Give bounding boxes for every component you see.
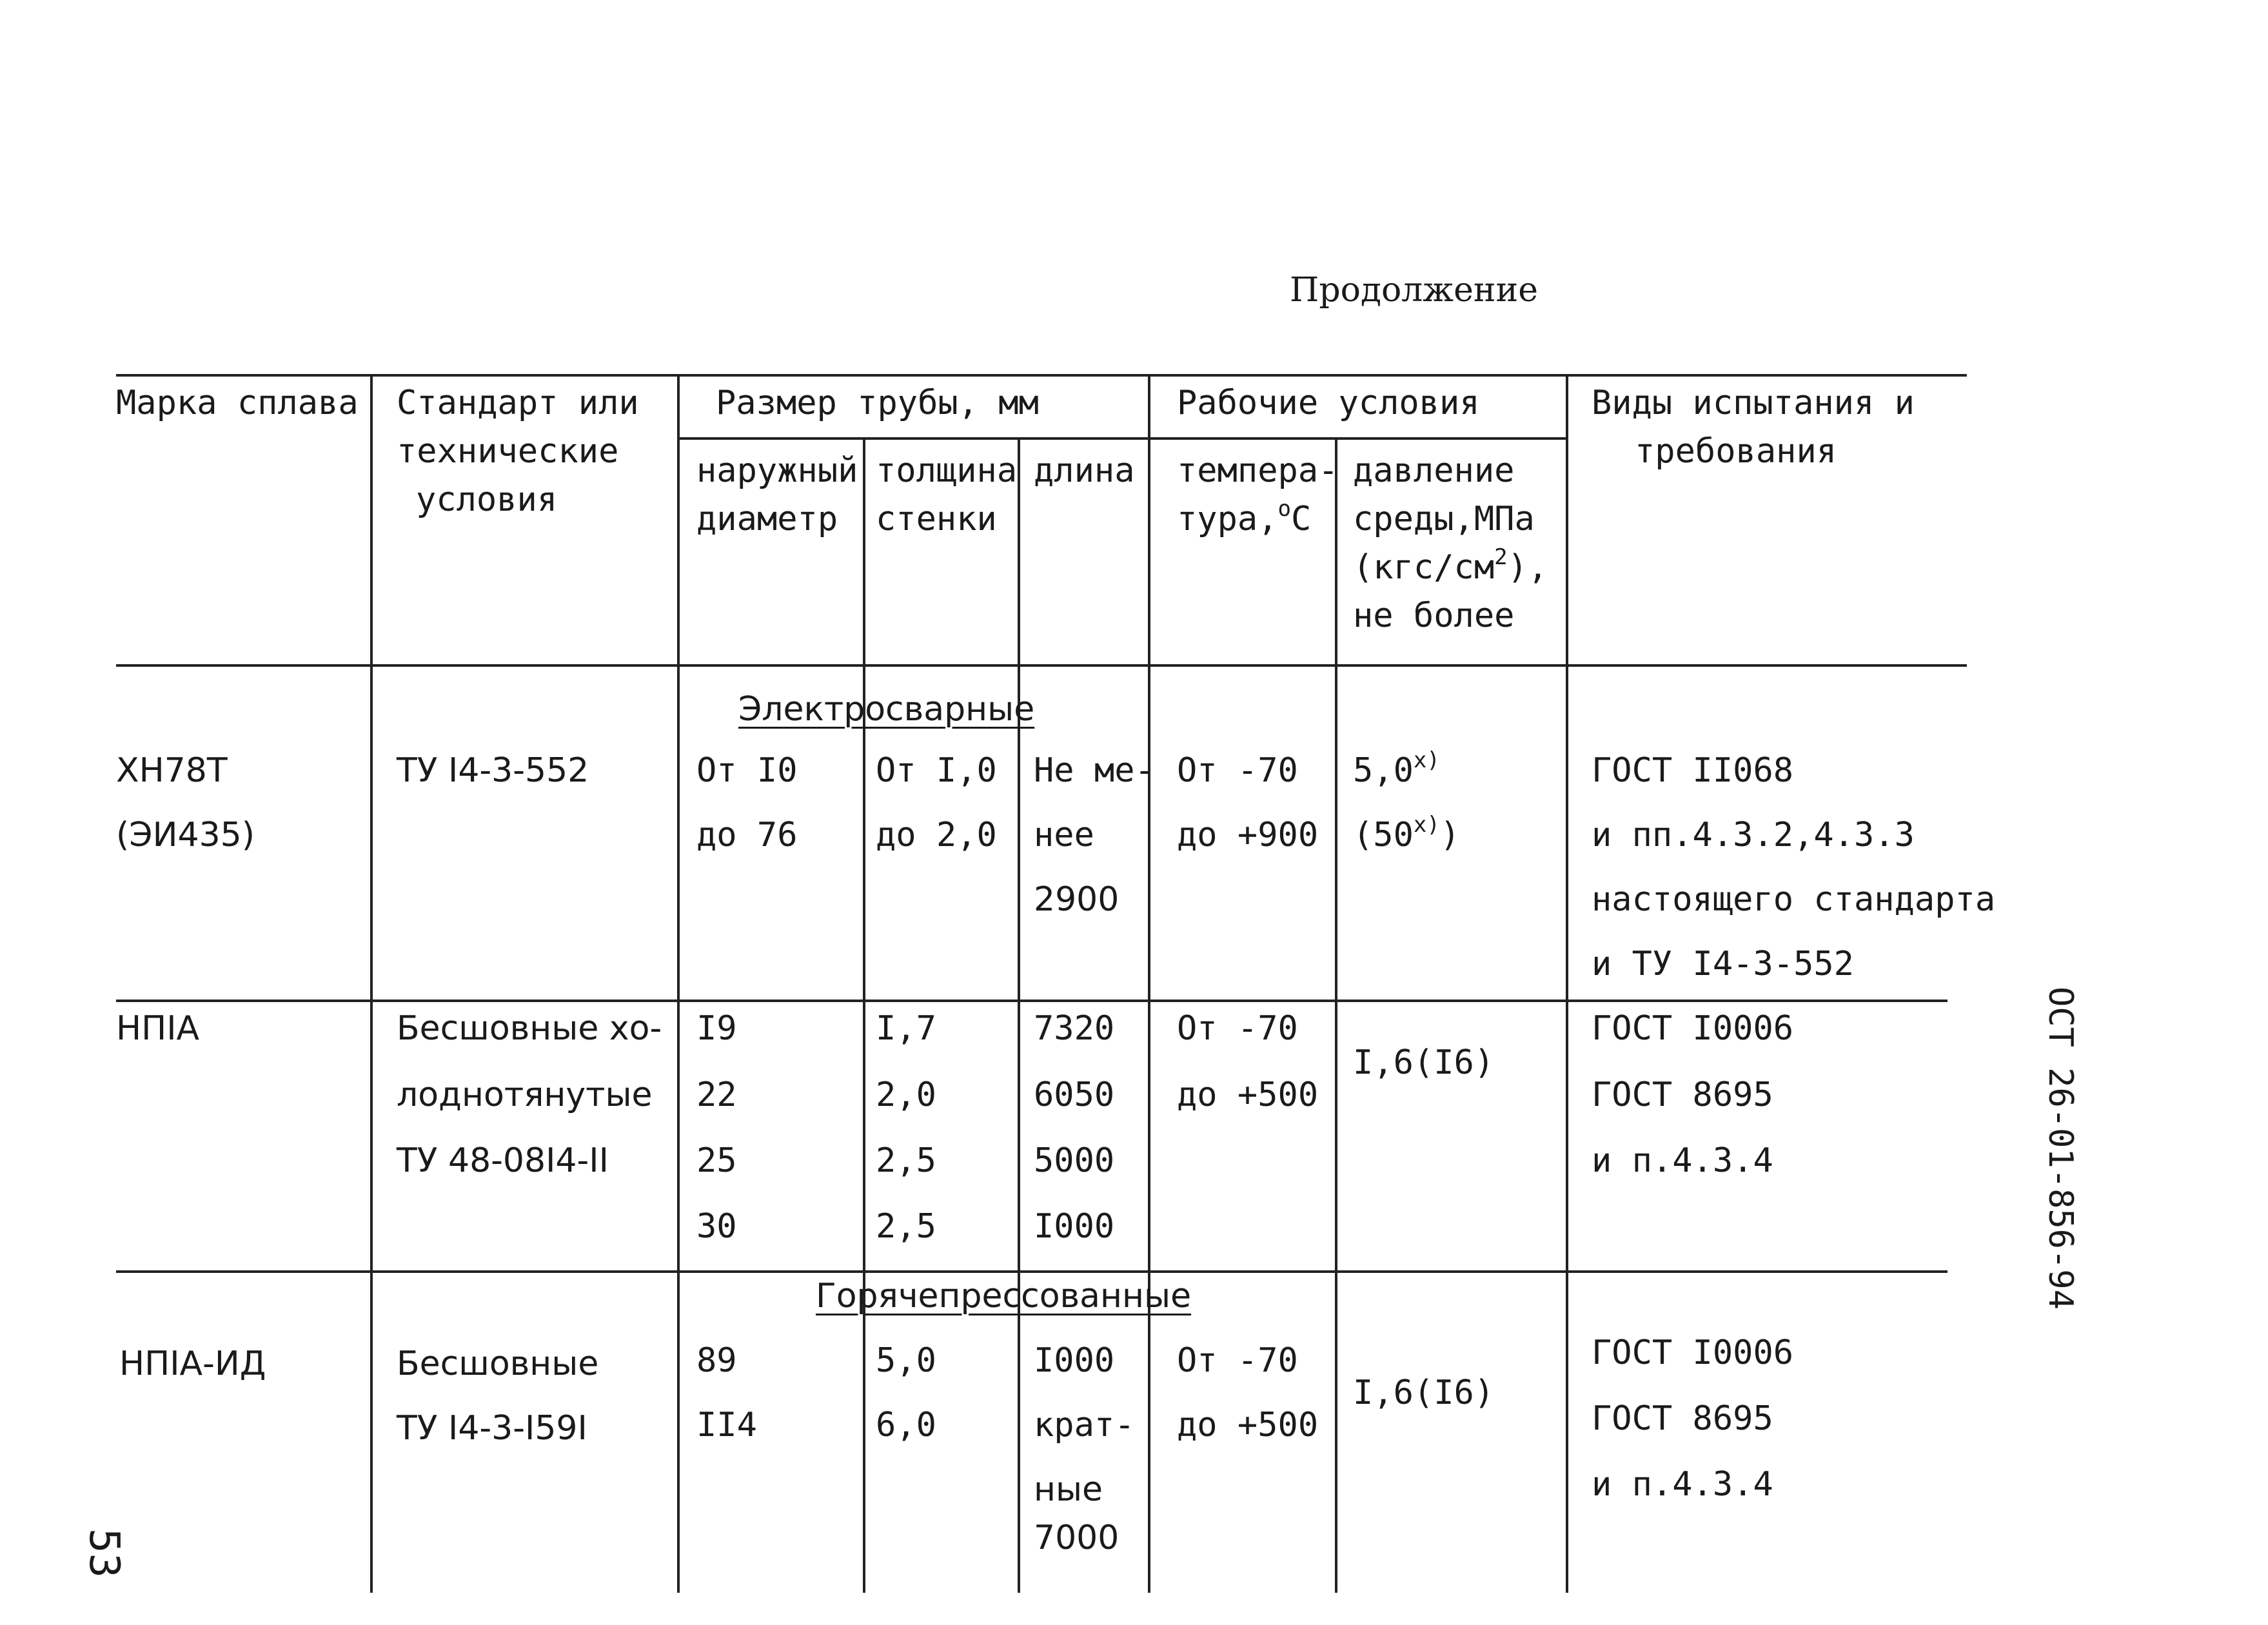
col-rule-6 xyxy=(1335,437,1337,1593)
header-pressure xyxy=(1353,544,1548,587)
row2-standard: ТУ 48-08I4-II xyxy=(397,1141,609,1180)
row1-pressure xyxy=(1353,812,1461,854)
header-bottom-rule xyxy=(116,664,1967,667)
header-pressure: не более xyxy=(1353,596,1515,635)
row3-diameter: 89 xyxy=(696,1341,737,1380)
table-top-rule xyxy=(116,374,1967,377)
row3-alloy: НПIА-ИД xyxy=(119,1344,266,1383)
row3-standard: Бесшовные xyxy=(397,1344,599,1383)
document-code: ОСТ 26-01-856-94 xyxy=(2041,987,2080,1310)
header-pressure: среды,МПа xyxy=(1353,500,1535,538)
row3-length: ные xyxy=(1034,1470,1103,1509)
header-temperature-text: тура, xyxy=(1177,500,1278,538)
header-length: длина xyxy=(1034,451,1135,490)
row3-diameter: II4 xyxy=(696,1406,757,1444)
size-subheader-rule xyxy=(677,437,1148,440)
row2-tests: ГОСТ I0006 xyxy=(1592,1009,1794,1048)
header-temperature-unit: C xyxy=(1291,500,1312,538)
col-rule-4 xyxy=(1018,437,1020,1593)
footnote-sup: x) xyxy=(1413,747,1440,773)
header-wall-thickness: толщина xyxy=(876,451,1018,490)
row1-wall: От I,0 xyxy=(876,751,997,790)
row2-temperature: От -70 xyxy=(1177,1009,1298,1048)
row1-length: 2900 xyxy=(1034,880,1119,919)
row2-tests: ГОСТ 8695 xyxy=(1592,1076,1773,1114)
row2-length: 5000 xyxy=(1034,1141,1115,1180)
header-standard-line: условия xyxy=(416,480,558,519)
row3-standard: ТУ I4-3-I59I xyxy=(397,1409,587,1448)
continuation-label: Продолжение xyxy=(1290,271,1538,310)
row1-pressure-close: ) xyxy=(1439,816,1461,854)
section-electrowelded: Электросварные xyxy=(738,690,1035,729)
row1-length: нее xyxy=(1034,816,1094,854)
row3-tests: ГОСТ 8695 xyxy=(1592,1399,1773,1438)
row3-temperature: От -70 xyxy=(1177,1341,1298,1380)
row1-temperature: до +900 xyxy=(1177,816,1319,854)
row3-wall: 5,0 xyxy=(876,1341,936,1380)
row1-wall: до 2,0 xyxy=(876,816,997,854)
row2-standard: лоднотянутые xyxy=(397,1076,653,1114)
header-working: Рабочие условия xyxy=(1177,384,1480,422)
header-size: Размер трубы, мм xyxy=(716,384,1039,422)
row2-bottom-rule xyxy=(116,1270,1948,1273)
row1-bottom-rule xyxy=(116,1000,1948,1002)
header-tests: требования xyxy=(1635,432,1837,471)
row2-standard: Бесшовные хо- xyxy=(397,1009,662,1048)
row3-pressure: I,6(I6) xyxy=(1353,1374,1495,1412)
row3-tests: ГОСТ I0006 xyxy=(1592,1334,1794,1372)
row2-alloy: НПIА xyxy=(116,1009,200,1048)
row1-diameter: От I0 xyxy=(696,751,798,790)
row1-pressure-value: 5,0 xyxy=(1353,751,1414,790)
row1-tests: и ТУ I4-3-552 xyxy=(1592,945,1854,983)
row2-tests: и п.4.3.4 xyxy=(1592,1141,1773,1180)
page-number: 53 xyxy=(80,1528,128,1579)
row1-tests: и пп.4.3.2,4.3.3 xyxy=(1592,816,1915,854)
header-standard-line: Стандарт или xyxy=(397,384,639,422)
col-rule-7 xyxy=(1566,374,1568,1593)
row1-standard: ТУ I4-3-552 xyxy=(397,751,589,790)
row2-length: 6050 xyxy=(1034,1076,1115,1114)
row1-pressure xyxy=(1353,747,1440,790)
row1-alloy: ХН78Т xyxy=(116,751,228,790)
header-standard-line: технические xyxy=(397,432,619,471)
row3-temperature: до +500 xyxy=(1177,1406,1319,1444)
row1-tests: настоящего стандарта xyxy=(1592,880,1996,919)
row2-pressure: I,6(I6) xyxy=(1353,1043,1495,1082)
working-subheader-rule xyxy=(1148,437,1567,440)
row2-diameter: 25 xyxy=(696,1141,737,1180)
row3-length: I000 xyxy=(1034,1341,1115,1380)
row2-length: I000 xyxy=(1034,1207,1115,1246)
row2-temperature: до +500 xyxy=(1177,1076,1319,1114)
row2-wall: 2,5 xyxy=(876,1207,936,1246)
row2-length: 7320 xyxy=(1034,1009,1115,1048)
footnote-sup: x) xyxy=(1413,812,1440,838)
squared-sup: 2 xyxy=(1494,544,1508,570)
row1-length: Не ме- xyxy=(1034,751,1155,790)
header-pressure: давление xyxy=(1353,451,1515,490)
row1-temperature: От -70 xyxy=(1177,751,1298,790)
row1-pressure-kgf: (50 xyxy=(1353,816,1414,854)
row1-diameter: до 76 xyxy=(696,816,798,854)
row3-tests: и п.4.3.4 xyxy=(1592,1465,1773,1504)
section-hotpressed: Горячепрессованные xyxy=(816,1277,1192,1315)
col-rule-1 xyxy=(370,374,373,1593)
row2-diameter: 22 xyxy=(696,1076,737,1114)
header-outer-diameter: наружный xyxy=(696,451,858,490)
row2-diameter: 30 xyxy=(696,1207,737,1246)
header-tests: Виды испытания и xyxy=(1592,384,1915,422)
row2-diameter: I9 xyxy=(696,1009,737,1048)
header-wall-thickness: стенки xyxy=(876,500,997,538)
row1-alloy: (ЭИ435) xyxy=(116,816,255,854)
header-temperature xyxy=(1177,496,1312,538)
header-temperature: темпера- xyxy=(1177,451,1339,490)
header-pressure-close: ), xyxy=(1507,548,1548,587)
header-outer-diameter: диаметр xyxy=(696,500,838,538)
row2-wall: 2,5 xyxy=(876,1141,936,1180)
row3-wall: 6,0 xyxy=(876,1406,936,1444)
col-rule-3 xyxy=(863,437,865,1593)
header-pressure-unit: (кгс/см xyxy=(1353,548,1495,587)
header-alloy: Марка сплава xyxy=(116,384,359,422)
row1-tests: ГОСТ II068 xyxy=(1592,751,1794,790)
col-rule-2 xyxy=(677,374,680,1593)
col-rule-5 xyxy=(1148,374,1150,1593)
row3-length: 7000 xyxy=(1034,1519,1119,1557)
row3-length: крат- xyxy=(1034,1406,1135,1444)
row2-wall: 2,0 xyxy=(876,1076,936,1114)
degree-sup: o xyxy=(1277,496,1292,522)
row2-wall: I,7 xyxy=(876,1009,936,1048)
